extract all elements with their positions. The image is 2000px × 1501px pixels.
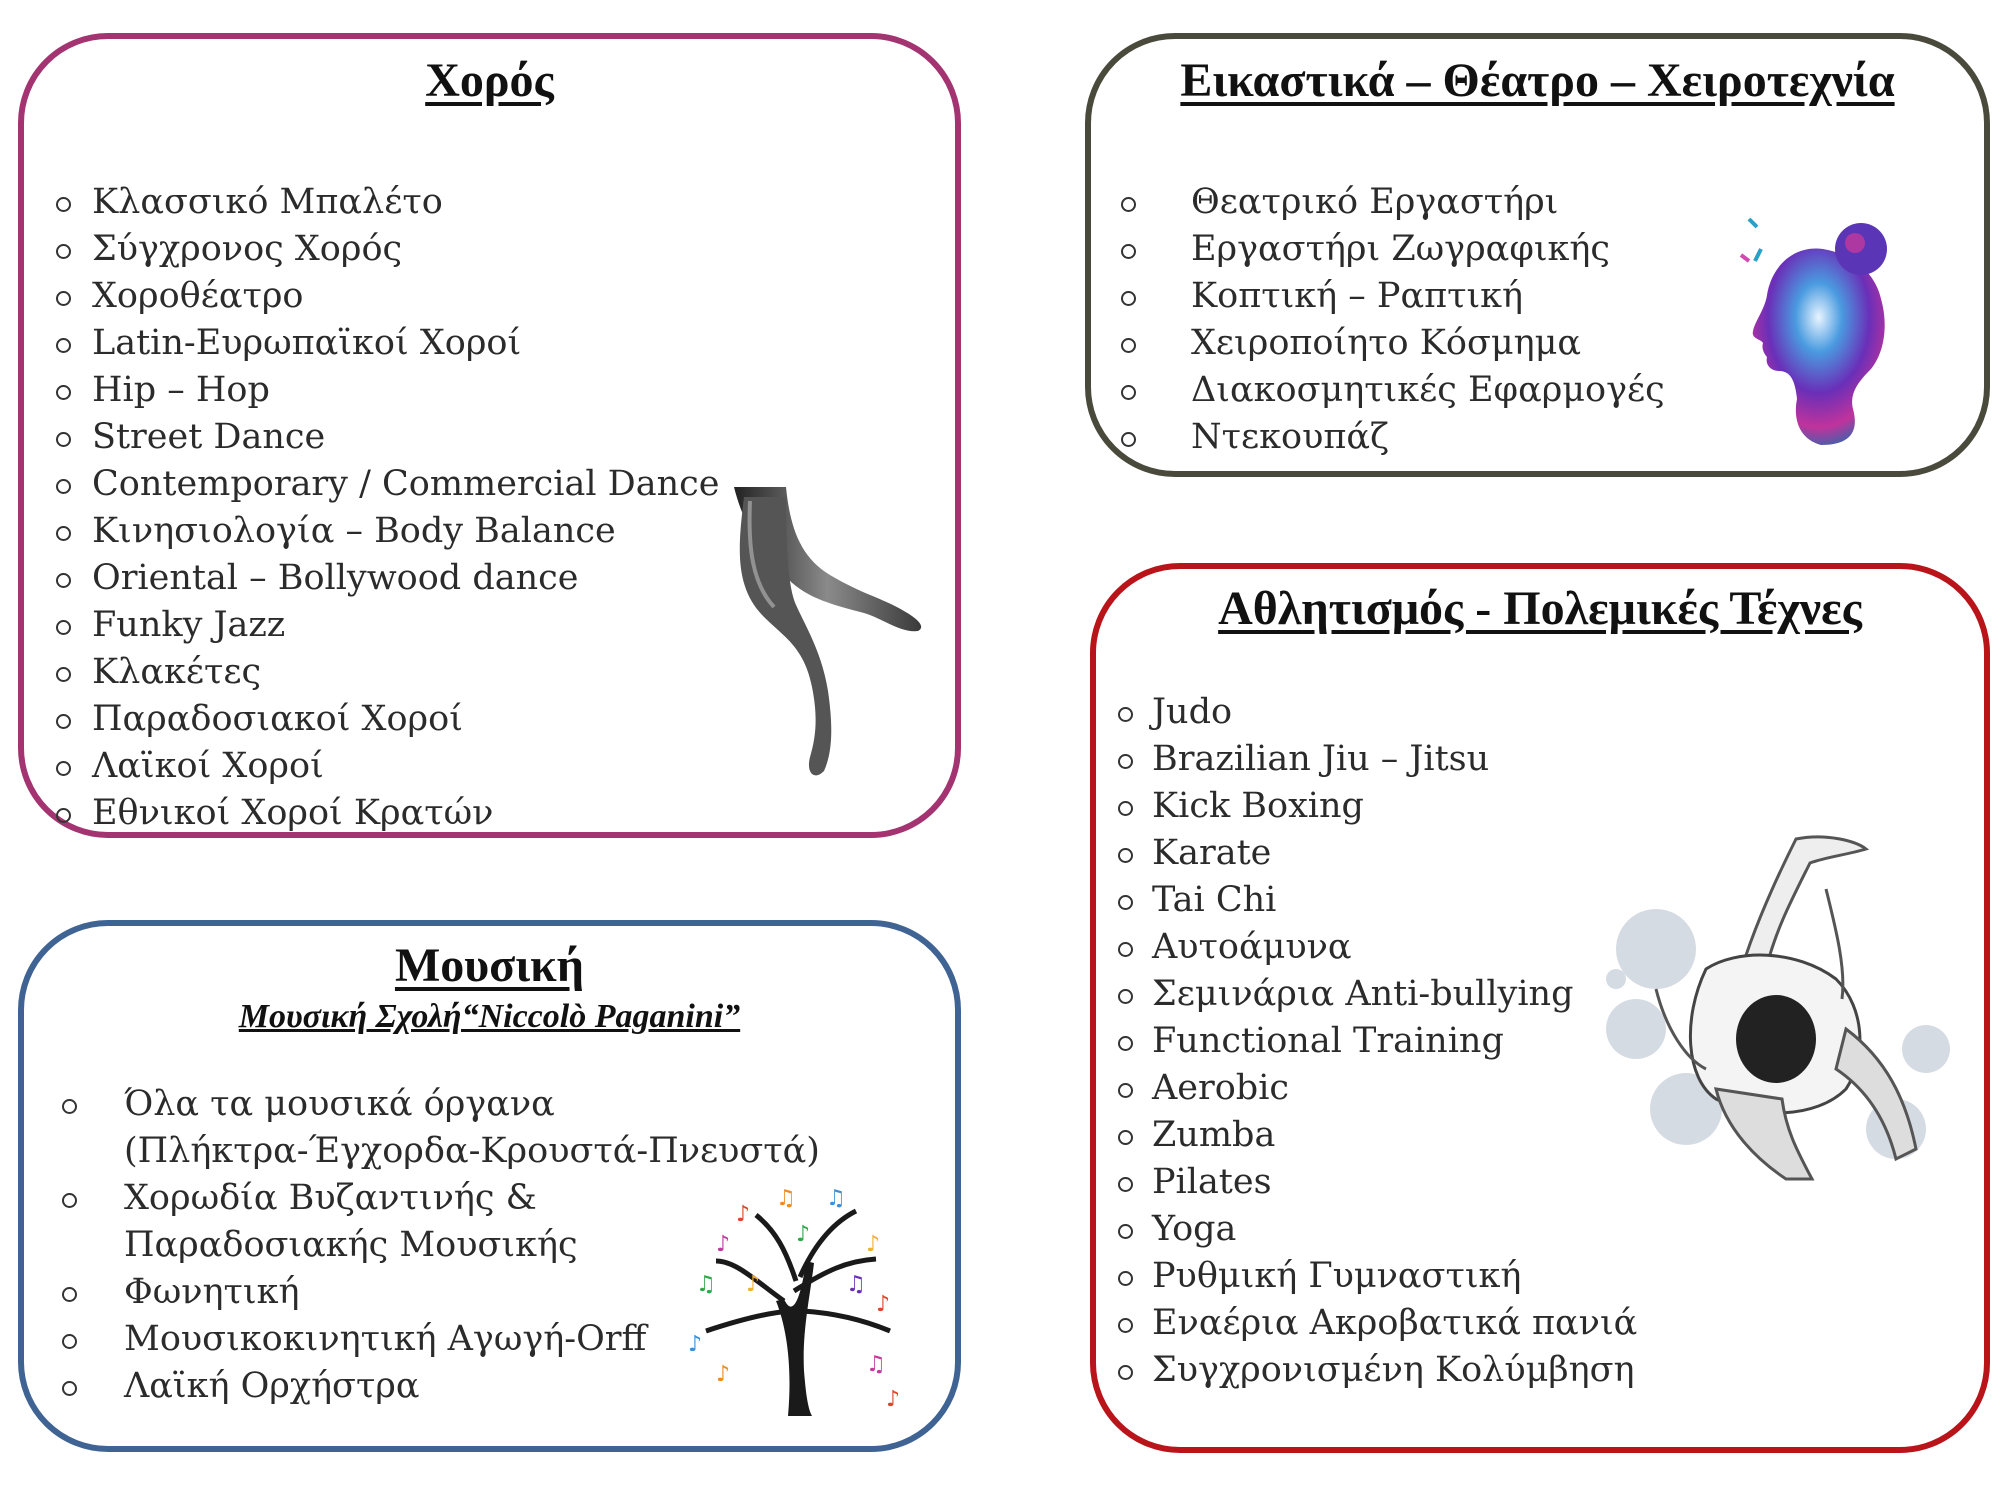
list-item <box>1121 320 1665 367</box>
svg-text:♪: ♪ <box>886 1387 901 1412</box>
list-item <box>1118 830 1637 877</box>
list-item <box>1118 689 1637 736</box>
bullet-circle-icon <box>1118 1177 1133 1192</box>
bullet-circle-icon <box>1118 754 1133 769</box>
list-item <box>56 367 719 414</box>
list-item <box>1118 924 1637 971</box>
svg-text:♫: ♫ <box>696 1272 716 1297</box>
svg-text:♪: ♪ <box>866 1232 881 1257</box>
list-item-label: Tai Chi <box>1152 880 1277 920</box>
list-item-label: Street Dance <box>92 417 326 457</box>
bullet-circle-icon <box>1118 801 1133 816</box>
bullet-circle-icon <box>56 526 71 541</box>
list-item-label: Εναέρια Ακροβατικά πανιά <box>1152 1303 1638 1343</box>
arts-title: Εικαστικά – Θέατρο – Χειροτεχνία <box>1180 54 1895 107</box>
svg-text:♪: ♪ <box>736 1202 751 1227</box>
sports-title: Αθλητισμός - Πολεμικές Τέχνες <box>1218 582 1862 635</box>
svg-text:♪: ♪ <box>746 1272 761 1297</box>
list-item <box>1118 1112 1637 1159</box>
list-item-label: Yoga <box>1152 1209 1237 1249</box>
bullet-circle-icon <box>56 197 71 212</box>
list-item-label: Ντεκουπάζ <box>1191 417 1389 457</box>
list-item-label: Aerobic <box>1152 1068 1289 1108</box>
list-item-label: Hip – Hop <box>92 370 270 410</box>
list-item-label: Σεμινάρια Anti-bullying <box>1152 974 1574 1014</box>
list-item-label: Functional Training <box>1152 1021 1504 1061</box>
list-item <box>56 226 719 273</box>
bullet-circle-icon <box>62 1381 77 1396</box>
list-item <box>1118 783 1637 830</box>
list-item-label: Contemporary / Commercial Dance <box>92 464 720 504</box>
list-item-label: Ρυθμική Γυμναστική <box>1152 1256 1522 1296</box>
music-tree-icon <box>676 1181 916 1421</box>
sports-list <box>1118 689 1637 1394</box>
bullet-circle-icon <box>56 432 71 447</box>
list-item <box>1118 1065 1637 1112</box>
list-item-label: Judo <box>1152 692 1233 732</box>
bullet-circle-icon <box>1121 244 1136 259</box>
bullet-circle-icon <box>1118 1271 1133 1286</box>
list-item <box>56 508 719 555</box>
list-item-label: Εργαστήρι Ζωγραφικής <box>1191 229 1610 269</box>
list-item-label: Φωνητική <box>124 1272 300 1312</box>
list-item-label: Κοπτική – Ραπτική <box>1191 276 1524 316</box>
bullet-circle-icon <box>62 1193 77 1208</box>
bullet-circle-icon <box>62 1287 77 1302</box>
list-item-label: Λαϊκοί Χοροί <box>92 746 324 786</box>
list-item-label: Pilates <box>1152 1162 1272 1202</box>
bullet-circle-icon <box>1118 989 1133 1004</box>
list-item <box>1118 1300 1637 1347</box>
bullet-circle-icon <box>56 620 71 635</box>
list-item-label: Συγχρονισμένη Κολύμβηση <box>1152 1350 1635 1390</box>
judo-throw-icon <box>1596 829 1966 1209</box>
list-item <box>56 743 719 790</box>
bullet-circle-icon <box>56 714 71 729</box>
svg-text:♫: ♫ <box>826 1186 846 1211</box>
svg-text:♪: ♪ <box>716 1232 731 1257</box>
list-item <box>56 790 719 837</box>
dance-title: Χορός <box>425 54 554 107</box>
dance-panel <box>18 33 961 838</box>
list-item-label: Κλακέτες <box>92 652 262 692</box>
list-item <box>56 696 719 743</box>
music-title: Μουσική <box>394 939 585 992</box>
list-item-label: Χοροθέατρο <box>92 276 304 316</box>
list-item <box>56 602 719 649</box>
list-item-label: Παραδοσιακοί Χοροί <box>92 699 463 739</box>
list-item <box>1121 226 1665 273</box>
list-item-label: Χειροποίητο Κόσμημα <box>1191 323 1581 363</box>
bullet-circle-icon <box>1118 942 1133 957</box>
list-item-label: Σύγχρονος Χορός <box>92 229 403 269</box>
list-item-label: Εθνικοί Χοροί Κρατών <box>92 793 494 833</box>
bullet-circle-icon <box>1121 338 1136 353</box>
list-item <box>1118 1253 1637 1300</box>
svg-text:♪: ♪ <box>796 1222 811 1247</box>
list-item <box>1118 1206 1637 1253</box>
dancer-legs-icon <box>704 487 944 787</box>
bullet-circle-icon <box>56 808 71 823</box>
svg-text:♫: ♫ <box>776 1186 796 1211</box>
list-item <box>1118 736 1637 783</box>
list-item <box>1118 1159 1637 1206</box>
bullet-circle-icon <box>1118 1130 1133 1145</box>
bullet-circle-icon <box>1118 1365 1133 1380</box>
bullet-circle-icon <box>56 573 71 588</box>
list-item <box>1121 367 1665 414</box>
list-item-label: Αυτοάμυνα <box>1152 927 1352 967</box>
list-item <box>56 320 719 367</box>
list-item <box>56 555 719 602</box>
list-item-label: Κλασσικό Μπαλέτο <box>92 182 443 222</box>
list-item-label: Kick Boxing <box>1152 786 1364 826</box>
bullet-circle-icon <box>56 338 71 353</box>
sports-panel <box>1090 563 1990 1453</box>
bullet-circle-icon <box>1118 1083 1133 1098</box>
list-item-label: Brazilian Jiu – Jitsu <box>1152 739 1490 779</box>
list-item-label: Χορωδία Βυζαντινής & Παραδοσιακής Μουσικής <box>124 1178 578 1265</box>
arts-list <box>1121 179 1665 461</box>
svg-text:♪: ♪ <box>716 1362 731 1387</box>
bullet-circle-icon <box>1118 1318 1133 1333</box>
svg-text:♪: ♪ <box>688 1332 703 1357</box>
bullet-circle-icon <box>1118 1224 1133 1239</box>
bullet-circle-icon <box>56 761 71 776</box>
list-item-label: Karate <box>1152 833 1272 873</box>
svg-text:♪: ♪ <box>876 1292 891 1317</box>
list-item-label: Oriental – Bollywood dance <box>92 558 579 598</box>
svg-text:♫: ♫ <box>866 1352 886 1377</box>
list-item <box>56 414 719 461</box>
list-item <box>1118 1347 1637 1394</box>
bullet-circle-icon <box>1121 197 1136 212</box>
list-item <box>1118 877 1637 924</box>
list-item-label: Funky Jazz <box>92 605 286 645</box>
bullet-circle-icon <box>1118 707 1133 722</box>
bullet-circle-icon <box>1121 291 1136 306</box>
list-item <box>1121 273 1665 320</box>
list-item <box>56 461 719 508</box>
list-item-label: Όλα τα μουσικά όργανα (Πλήκτρα-Έγχορδα-Κρουστά-Πνευστά) <box>124 1084 820 1171</box>
bullet-circle-icon <box>1121 385 1136 400</box>
music-panel <box>18 920 961 1452</box>
list-item <box>1118 971 1637 1018</box>
list-item-label: Latin-Ευρωπαϊκοί Χοροί <box>92 323 522 363</box>
list-item <box>56 273 719 320</box>
list-item-label: Θεατρικό Εργαστήρι <box>1191 182 1559 222</box>
bullet-circle-icon <box>56 291 71 306</box>
music-subtitle: Μουσική Σχολή“Niccolò Paganini” <box>238 998 741 1035</box>
list-item <box>1118 1018 1637 1065</box>
list-item-label: Διακοσμητικές Εφαρμογές <box>1191 370 1665 410</box>
bullet-circle-icon <box>1118 848 1133 863</box>
bullet-circle-icon <box>56 385 71 400</box>
bullet-circle-icon <box>56 479 71 494</box>
bullet-circle-icon <box>1118 1036 1133 1051</box>
list-item <box>1121 414 1665 461</box>
arts-panel <box>1085 33 1990 477</box>
list-item-label: Μουσικοκινητική Αγωγή-Orff <box>124 1319 647 1359</box>
bullet-circle-icon <box>62 1099 77 1114</box>
list-item-label: Zumba <box>1152 1115 1276 1155</box>
list-item <box>56 179 719 226</box>
list-item <box>62 1081 820 1175</box>
bullet-circle-icon <box>1118 895 1133 910</box>
list-item <box>1121 179 1665 226</box>
list-item <box>56 649 719 696</box>
watercolor-head-icon <box>1731 209 1901 449</box>
dance-list <box>56 179 719 837</box>
svg-text:♫: ♫ <box>846 1272 866 1297</box>
list-item-label: Λαϊκή Ορχήστρα <box>124 1366 420 1406</box>
bullet-circle-icon <box>56 244 71 259</box>
bullet-circle-icon <box>56 667 71 682</box>
bullet-circle-icon <box>1121 432 1136 447</box>
list-item-label: Κινησιολογία – Body Balance <box>92 511 616 551</box>
bullet-circle-icon <box>62 1334 77 1349</box>
